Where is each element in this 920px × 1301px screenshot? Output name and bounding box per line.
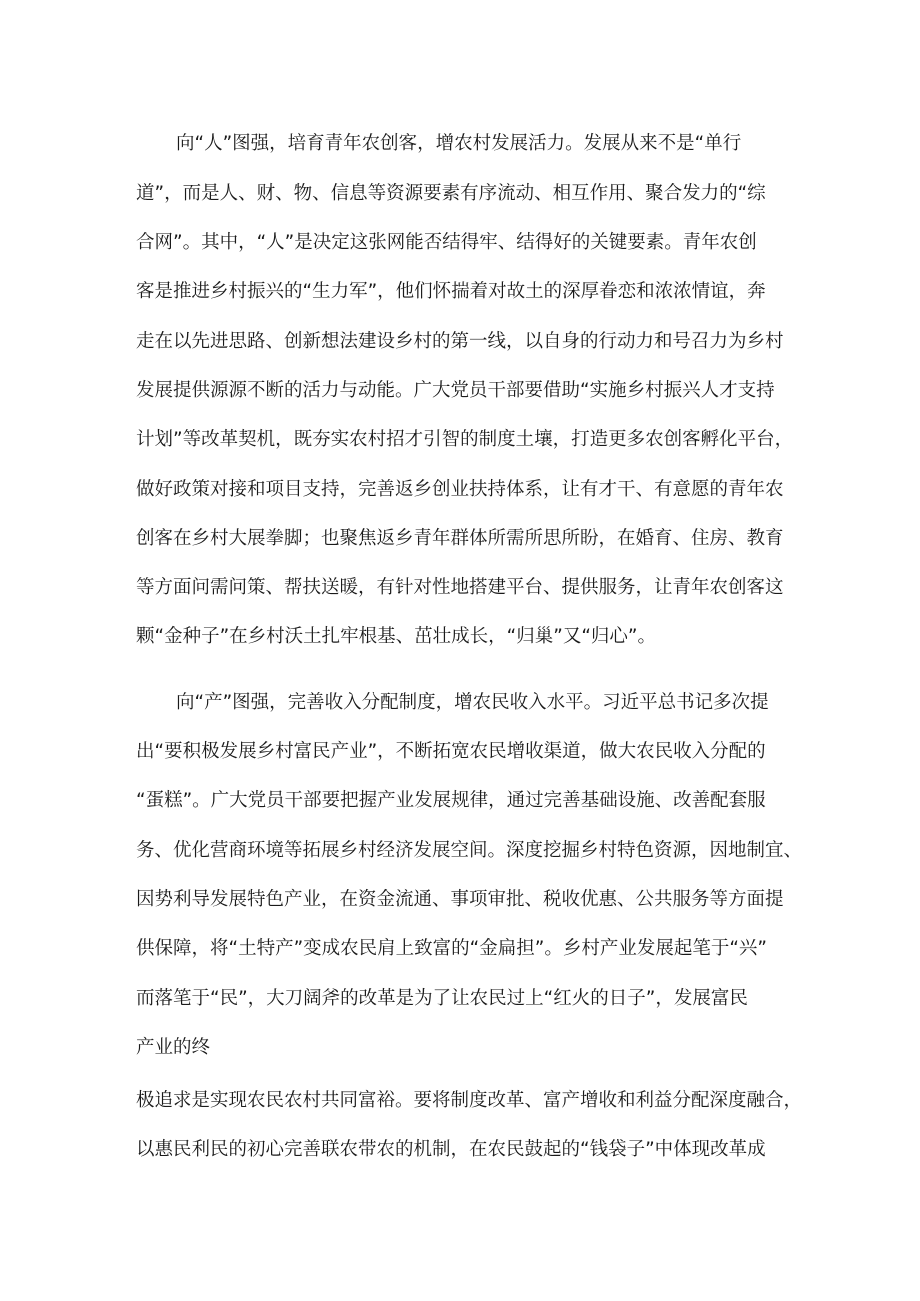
paragraph-3-line-2: 以惠民利民的初心完善联农带农的机制，在农民鼓起的“钱袋子”中体现改革成 — [136, 1139, 766, 1160]
paragraph-1-line-7: 计划”等改革契机，既夯实农村招才引智的制度土壤，打造更多农创客孵化平台， — [136, 429, 794, 450]
paragraph-1-line-2: 道”，而是人、财、物、信息等资源要素有序流动、相互作用、聚合发力的“综 — [136, 183, 766, 204]
paragraph-1-line-1: 向“人”图强，培育青年农创客，增农村发展活力。发展从来不是“单行 — [176, 133, 742, 154]
paragraph-2-line-6: 供保障，将“土特产”变成农民肩上致富的“金扁担”。乡村产业发展起笔于“兴” — [136, 938, 768, 959]
paragraph-2-line-8: 产业的终 — [136, 1037, 211, 1058]
paragraph-2-line-7: 而落笔于“民”，大刀阔斧的改革是为了让农民过上“红火的日子”，发展富民 — [136, 988, 748, 1009]
paragraph-1-line-11: 颗“金种子”在乡村沃土扎牢根基、茁壮成长，“归巢”又“归心”。 — [136, 626, 657, 647]
paragraph-1-line-5: 走在以先进思路、创新想法建设乡村的第一线，以自身的行动力和号召力为乡村 — [136, 331, 784, 352]
paragraph-1-line-3: 合网”。其中，“人”是决定这张网能否结得牢、结得好的关键要素。青年农创 — [136, 232, 757, 253]
paragraph-2-line-3: “蛋糕”。广大党员干部要把握产业发展规律，通过完善基础设施、改善配套服 — [136, 790, 766, 811]
paragraph-1-line-9: 创客在乡村大展拳脚；也聚焦返乡青年群体所需所思所盼，在婚育、住房、教育 — [136, 528, 784, 549]
paragraph-1-line-8: 做好政策对接和项目支持，完善返乡创业扶持体系，让有才干、有意愿的青年农 — [136, 479, 784, 500]
paragraph-2-line-5: 因势利导发展特色产业，在资金流通、事项审批、税收优惠、公共服务等方面提 — [136, 889, 784, 910]
paragraph-1-line-4: 客是推进乡村振兴的“生力军”，他们怀揣着对故土的深厚眷恋和浓浓情谊，奔 — [136, 281, 766, 302]
paragraph-3-line-1: 极追求是实现农民农村共同富裕。要将制度改革、富产增收和利益分配深度融合， — [136, 1090, 803, 1111]
paragraph-1-line-10: 等方面问需问策、帮扶送暖，有针对性地搭建平台、提供服务，让青年农创客这 — [136, 577, 784, 598]
paragraph-2-line-4: 务、优化营商环境等拓展乡村经济发展空间。深度挖掘乡村特色资源，因地制宜、 — [136, 840, 803, 861]
paragraph-1-line-6: 发展提供源源不断的活力与动能。广大党员干部要借助“实施乡村振兴人才支持 — [136, 380, 775, 401]
paragraph-2-line-1: 向“产”图强，完善收入分配制度，增农民收入水平。习近平总书记多次提 — [176, 692, 769, 713]
paragraph-2-line-2: 出“要积极发展乡村富民产业”，不断拓宽农民增收渠道，做大农民收入分配的 — [136, 741, 766, 762]
